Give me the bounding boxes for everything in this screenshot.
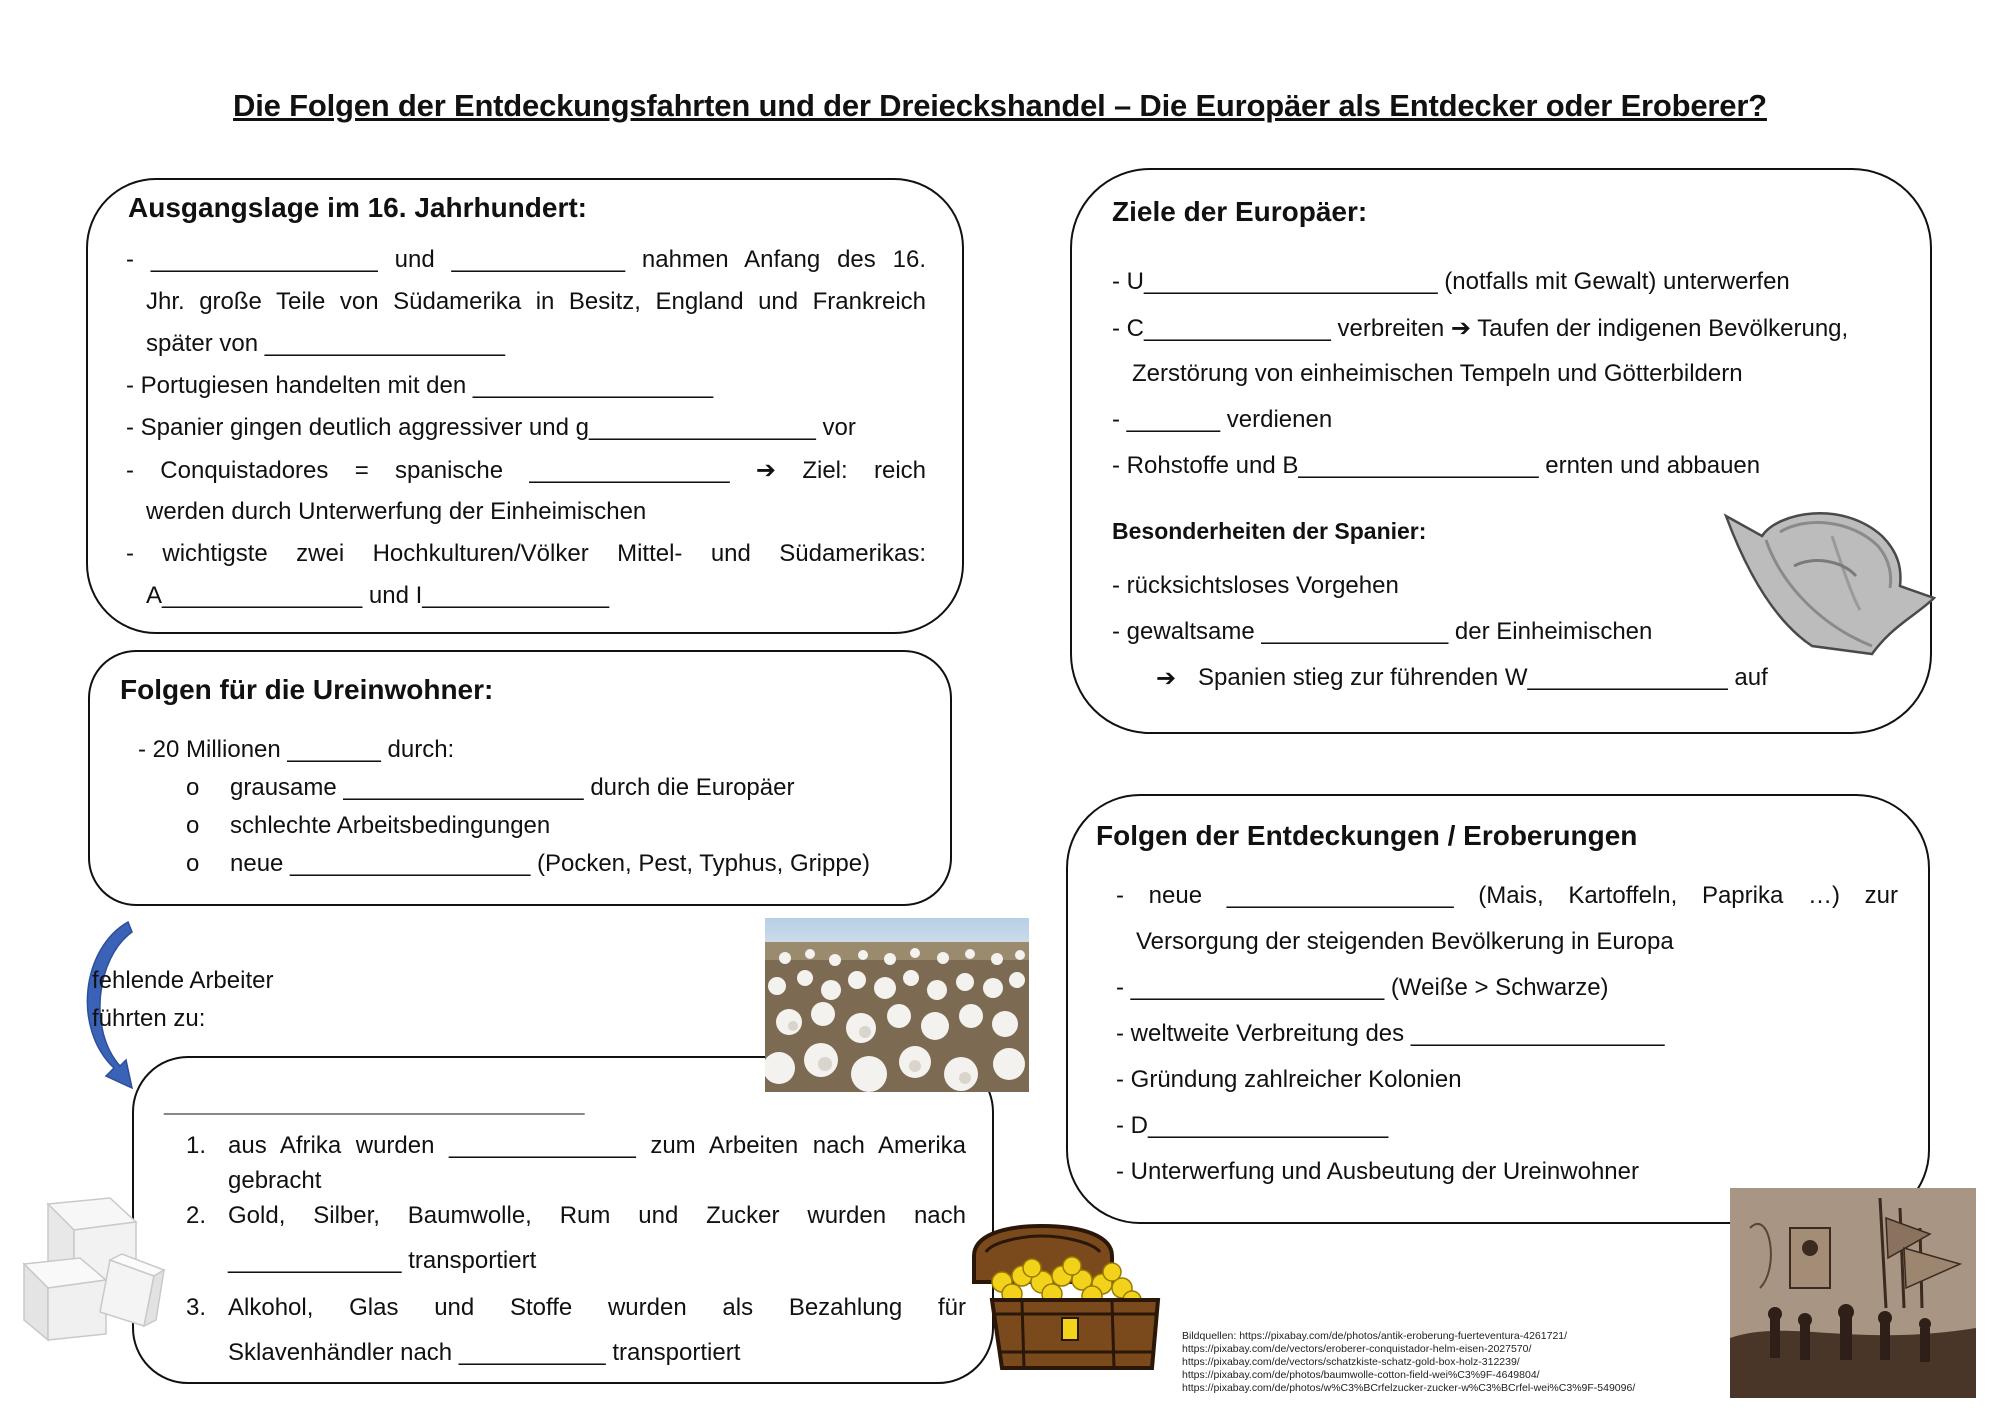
ziele-line: - Rohstoffe und B__________________ ernten und abbauen [1112, 452, 1761, 479]
folgen-entdeckungen-line: - weltweite Verbreitung des ___________________ [1116, 1020, 1665, 1047]
dreieckshandel-item-line: _____________ transportiert [228, 1247, 537, 1274]
arrow-note-line2: führten zu: [92, 1005, 206, 1032]
ziele-sub-line: - rücksichtsloses Vorgehen [1112, 572, 1399, 599]
folgen-entdeckungen-line: - D__________________ [1116, 1112, 1389, 1139]
folgen-ureinwohner-intro: - 20 Millionen _______ durch: [138, 736, 455, 763]
sugar-cubes-icon [18, 1194, 166, 1344]
item-number: 1. [186, 1132, 207, 1159]
ausgangslage-line: - Spanier gingen deutlich aggressiver und g_________________ vor [126, 414, 856, 441]
dreieckshandel-item-line: aus Afrika wurden ______________ zum Arbeiten nach Amerika [228, 1132, 966, 1159]
credit-line: https://pixabay.com/de/photos/w%C3%BCrfelzucker-zucker-w%C3%BCrfel-wei%C3%9F-549096/ [1182, 1382, 1636, 1394]
credit-line: https://pixabay.com/de/vectors/eroberer-conquistador-helm-eisen-2027570/ [1182, 1343, 1532, 1355]
ziele-line: - C______________ verbreiten ➔ Taufen der indigenen Bevölkerung, [1112, 315, 1849, 342]
ausgangslage-line: - Conquistadores = spanische _______________ ➔ Ziel: reich [126, 457, 926, 484]
ausgangslage-line: - Portugiesen handelten mit den __________________ [126, 372, 714, 399]
ausgangslage-line: - _________________ und _____________ nahmen Anfang des 16. [126, 246, 926, 273]
ausgangslage-line: - wichtigste zwei Hochkulturen/Völker Mittel- und Südamerikas: [126, 540, 926, 567]
box-folgen-ureinwohner [88, 650, 952, 906]
credit-line: Bildquellen: https://pixabay.com/de/photos/antik-eroberung-fuerteventura-4261721/ [1182, 1330, 1568, 1342]
arrow-right-icon: ➔ [1156, 665, 1177, 692]
dreieckshandel-item-line: gebracht [228, 1167, 322, 1194]
ziele-line: Zerstörung von einheimischen Tempeln und Götterbildern [1132, 360, 1743, 387]
credit-line: https://pixabay.com/de/vectors/schatzkiste-schatz-gold-box-holz-312239/ [1182, 1356, 1520, 1368]
ausgangslage-line: später von __________________ [146, 330, 505, 357]
box-ausgangslage [86, 178, 964, 634]
treasure-chest-icon [962, 1222, 1166, 1372]
conquistador-helmet-icon [1722, 506, 1938, 662]
ziele-subheading: Besonderheiten der Spanier: [1112, 518, 1427, 544]
folgen-ureinwohner-heading: Folgen für die Ureinwohner: [120, 674, 494, 705]
ausgangslage-line: werden durch Unterwerfung der Einheimischen [146, 498, 647, 525]
folgen-ureinwohner-item: neue __________________ (Pocken, Pest, Typhus, Grippe) [230, 850, 871, 877]
item-number: 2. [186, 1202, 207, 1229]
ziele-heading: Ziele der Europäer: [1112, 196, 1368, 227]
folgen-entdeckungen-line: - ___________________ (Weiße > Schwarze) [1116, 974, 1609, 1001]
dreieckshandel-item-line: Gold, Silber, Baumwolle, Rum und Zucker wurden nach [228, 1202, 966, 1229]
conquest-engraving-photo [1730, 1188, 1976, 1398]
box-folgen-entdeckungen [1066, 794, 1930, 1224]
cotton-field-photo [765, 918, 1029, 1092]
credit-line: https://pixabay.com/de/photos/baumwolle-cotton-field-wei%C3%9F-4649804/ [1182, 1369, 1540, 1381]
ziele-line: - _______ verdienen [1112, 406, 1333, 433]
folgen-entdeckungen-line: - Unterwerfung und Ausbeutung der Ureinwohner [1116, 1158, 1639, 1185]
folgen-ureinwohner-item: grausame __________________ durch die Europäer [230, 774, 795, 801]
box-dreieckshandel [132, 1056, 994, 1384]
dreieckshandel-item-line: Alkohol, Glas und Stoffe wurden als Bezahlung für [228, 1294, 966, 1321]
dreieckshandel-heading-blank: ___________________________ [164, 1086, 585, 1117]
folgen-entdeckungen-heading: Folgen der Entdeckungen / Eroberungen [1096, 820, 1638, 851]
ausgangslage-line: Jhr. große Teile von Südamerika in Besitz, England und Frankreich [146, 288, 926, 315]
folgen-entdeckungen-line: - Gründung zahlreicher Kolonien [1116, 1066, 1462, 1093]
folgen-ureinwohner-item: schlechte Arbeitsbedingungen [230, 812, 551, 839]
page-title: Die Folgen der Entdeckungsfahrten und der Dreieckshandel – Die Europäer als Entdecker oder Eroberer? [233, 88, 1767, 123]
box-ausgangslage-heading: Ausgangslage im 16. Jahrhundert: [128, 192, 587, 223]
ausgangslage-line: A_______________ und I______________ [146, 582, 610, 609]
bullet-o: o [186, 850, 200, 877]
bullet-o: o [186, 774, 200, 801]
bullet-o: o [186, 812, 200, 839]
ziele-sub-line: - gewaltsame ______________ der Einheimischen [1112, 618, 1653, 645]
image-credits [1182, 1330, 1635, 1395]
ziele-line: - U______________________ (notfalls mit Gewalt) unterwerfen [1112, 268, 1790, 295]
folgen-entdeckungen-line: Versorgung der steigenden Bevölkerung in Europa [1136, 928, 1674, 955]
ziele-conclusion: Spanien stieg zur führenden W_______________ auf [1198, 664, 1768, 691]
dreieckshandel-item-line: Sklavenhändler nach ___________ transportiert [228, 1339, 741, 1366]
folgen-entdeckungen-line: - neue _________________ (Mais, Kartoffeln, Paprika …) zur [1116, 882, 1898, 909]
arrow-note-line1: fehlende Arbeiter [92, 967, 274, 994]
item-number: 3. [186, 1294, 207, 1321]
